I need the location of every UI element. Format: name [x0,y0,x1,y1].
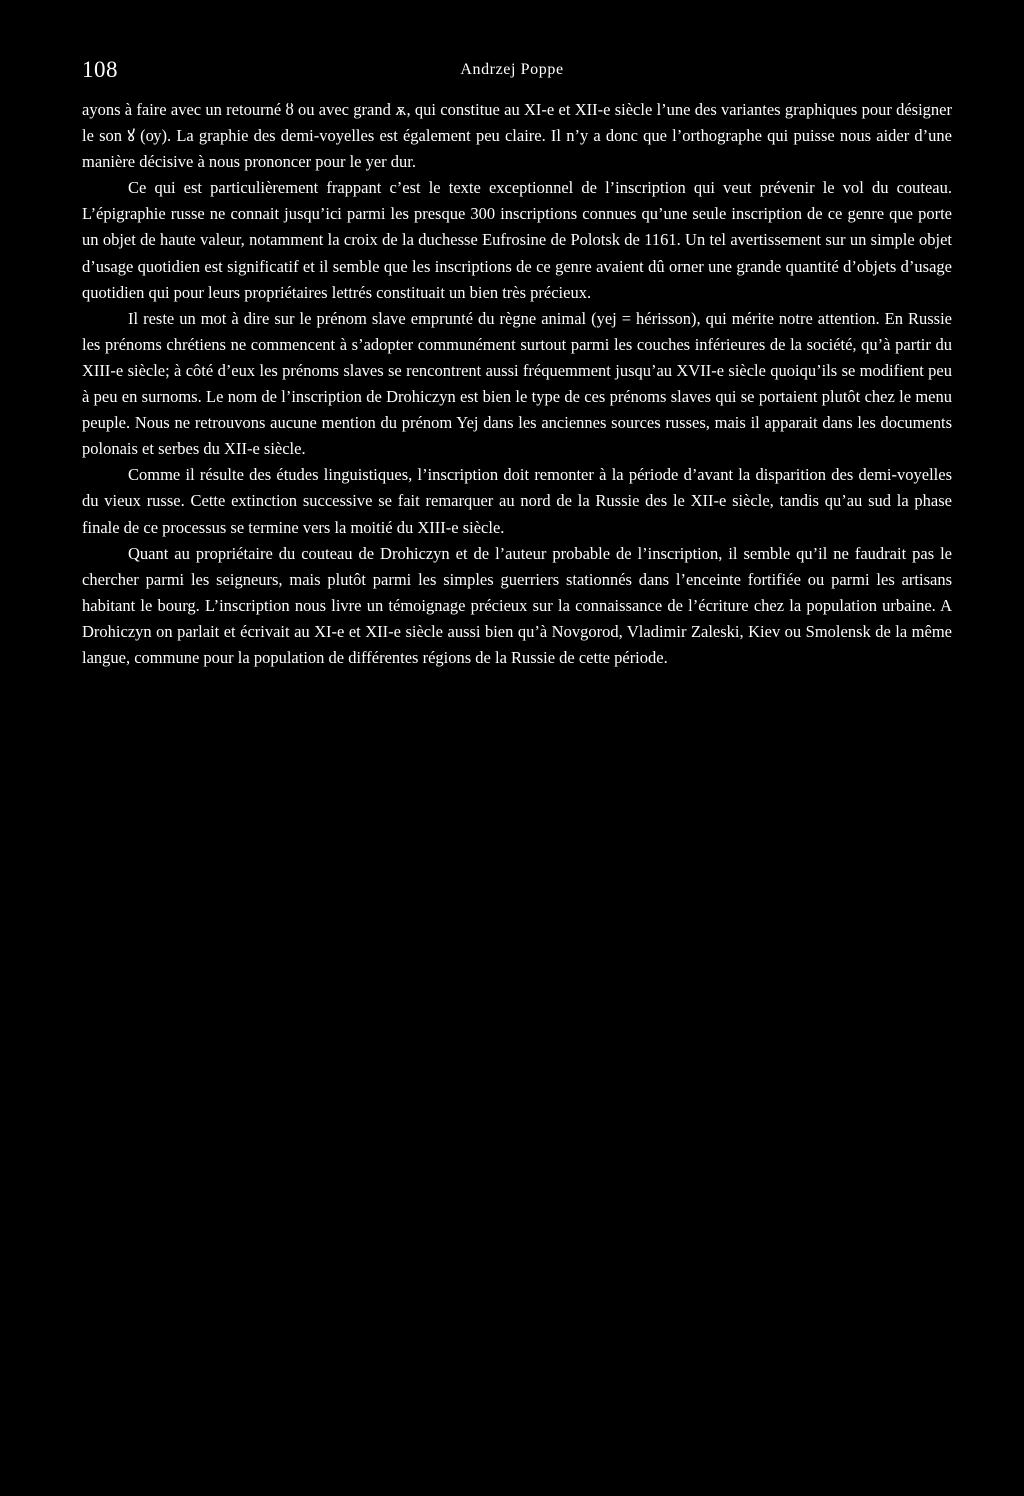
running-head: Andrzej Poppe [460,61,564,78]
page-number: 108 [82,57,118,82]
paragraph-2: Ce qui est particulièrement frappant c’est le texte exceptionnel de l’inscription qui veut prévenir le vol du couteau. L’épigraphie russe ne connait jusqu’ici parmi les presque 300 inscriptions connues qu’une seule inscription de ce genre que porte un objet de haute valeur, notamment la croix de la duchesse Eufrosine de Polotsk de 1161. Un tel avertissement sur un simple objet d’usage quotidien est significatif et il semble que les inscriptions de ce genre avaient dû orner une grande quantité d’objets d’usage quotidien qui pour leurs propriétaires lettrés constituait un bien très précieux. [82,178,952,302]
paragraph-1: ayons à faire avec un retourné ȣ ou avec grand ѫ, qui constitue au XI-e et XII-e siècle l’une des variantes graphiques pour désigner le son ꙋ (оу). La graphie des demi-voyelles est également peu claire. Il n’y a donc que l’orthographe qui puisse nous aider d’une manière décisive à nous prononcer pour le yer dur. [82,100,952,172]
paragraph-5: Quant au propriétaire du couteau de Drohiczyn et de l’auteur probable de l’inscription, il semble qu’il ne faudrait pas le chercher parmi les seigneurs, mais plutôt parmi les simples guerriers stationnés dans l’enceinte fortifiée ou parmi les artisans habitant le bourg. L’inscription nous livre un témoignage précieux sur la connaissance de l’écriture chez la population urbaine. A Drohiczyn on parlait et écrivait au XI-e et XII-e siècle aussi bien qu’à Novgorod, Vladimir Zaleski, Kiev ou Smolensk de la même langue, commune pour la population de différentes régions de la Russie de cette période. [82,543,952,667]
paragraph-3: Il reste un mot à dire sur le prénom slave emprunté du règne animal (yej = hérisson), qui mérite notre attention. En Russie les prénoms chrétiens ne commencent à s’adopter communément surtout parmi les couches inférieures de la société, qu’à partir du XIII-e siècle; à côté d’eux les prénoms slaves se rencontrent aussi fréquemment jusqu’au XVII-e siècle quoiqu’ils se modifient peu à peu en surnoms. Le nom de l’inscription de Drohiczyn est bien le type de ces prénoms slaves qui se portaient plutôt chez le menu peuple. Nous ne retrouvons aucune mention du prénom Yej dans les anciennes sources russes, mais il apparait dans les documents polonais et serbes du XII-e siècle. [82,308,952,459]
paragraph-4: Comme il résulte des études linguistiques, l’inscription doit remonter à la période d’avant la disparition des demi-voyelles du vieux russe. Cette extinction successive se fait remarquer au nord de la Russie des le XII-e siècle, tandis qu’au sud la phase finale de ce processus se termine vers la moitié du XIII-e siècle. [82,465,952,537]
body-text [82,97,952,671]
